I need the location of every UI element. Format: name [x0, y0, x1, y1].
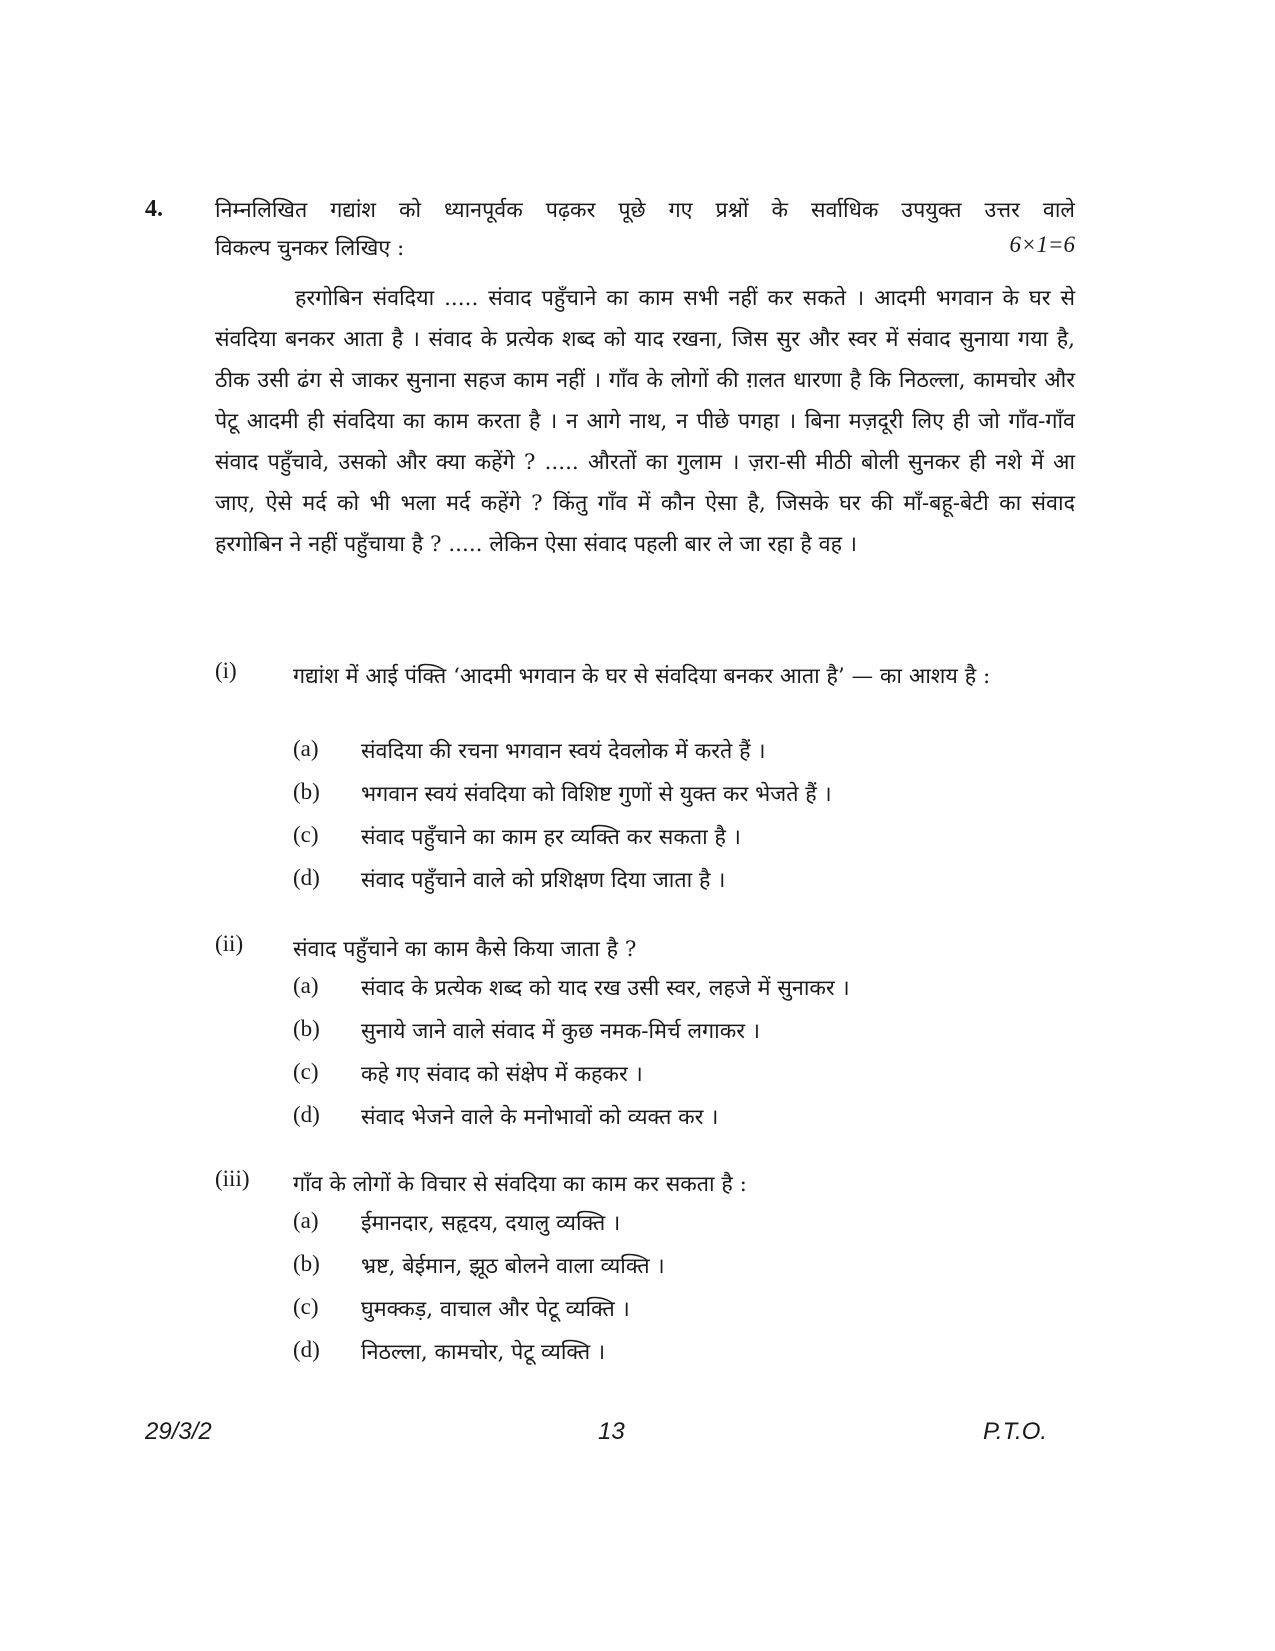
- subquestion-text: गद्यांश में आई पंक्ति ‘आदमी भगवान के घर से संवदिया बनकर आता है’ — का आशय है :: [293, 664, 991, 689]
- question-instruction-line1: निम्नलिखित गद्यांश को ध्यानपूर्वक पढ़कर पूछे गए प्रश्नों के सर्वाधिक उपयुक्त उत्तर वाले: [215, 198, 1075, 223]
- option-a[interactable]: [293, 1208, 1075, 1251]
- option-text: भ्रष्ट, बेईमान, झूठ बोलने वाला व्यक्ति ।: [361, 1254, 665, 1279]
- option-letter: (b): [293, 1016, 320, 1041]
- options-list: [293, 736, 1075, 908]
- option-letter: (d): [293, 1102, 320, 1127]
- subquestion-text: संवाद पहुँचाने का काम कैसे किया जाता है ?: [293, 937, 637, 962]
- option-text: संवदिया की रचना भगवान स्वयं देवलोक में करते हैं ।: [361, 739, 766, 764]
- option-letter: (b): [293, 779, 320, 804]
- option-text: संवाद पहुँचाने का काम हर व्यक्ति कर सकता है ।: [361, 825, 741, 850]
- passage: [215, 278, 1075, 565]
- option-d[interactable]: [293, 1337, 1075, 1380]
- option-letter: (d): [293, 865, 320, 890]
- option-d[interactable]: [293, 865, 1075, 908]
- option-text: संवाद भेजने वाले के मनोभावों को व्यक्त कर ।: [361, 1105, 719, 1130]
- option-letter: (a): [293, 736, 319, 761]
- option-letter: (b): [293, 1251, 320, 1276]
- option-b[interactable]: [293, 1016, 1075, 1059]
- question-marks: 6×1=6: [1009, 232, 1075, 257]
- option-letter: (a): [293, 973, 319, 998]
- option-a[interactable]: [293, 973, 1075, 1016]
- question-number: 4.: [145, 196, 163, 222]
- subquestion-text: गाँव के लोगों के विचार से संवदिया का काम कर सकता है :: [293, 1172, 747, 1197]
- option-text: घुमक्कड़, वाचाल और पेटू व्यक्ति ।: [361, 1297, 630, 1322]
- option-letter: (a): [293, 1208, 319, 1233]
- option-text: निठल्ला, कामचोर, पेटू व्यक्ति ।: [361, 1340, 606, 1365]
- option-text: सुनाये जाने वाले संवाद में कुछ नमक-मिर्च लगाकर ।: [361, 1019, 760, 1044]
- options-list: [293, 1208, 1075, 1380]
- option-c[interactable]: [293, 822, 1075, 865]
- subquestion-number: (i): [215, 658, 237, 683]
- option-b[interactable]: [293, 1251, 1075, 1294]
- option-c[interactable]: [293, 1294, 1075, 1337]
- option-letter: (d): [293, 1337, 320, 1362]
- option-text: भगवान स्वयं संवदिया को विशिष्ट गुणों से युक्त कर भेजते हैं ।: [361, 782, 832, 807]
- subquestion-number: (iii): [215, 1166, 250, 1191]
- option-b[interactable]: [293, 779, 1075, 822]
- option-d[interactable]: [293, 1102, 1075, 1145]
- question-instruction-line2: विकल्प चुनकर लिखिए :: [215, 236, 405, 261]
- option-a[interactable]: [293, 736, 1075, 779]
- passage-text: हरगोबिन संवदिया ..... संवाद पहुँचाने का काम सभी नहीं कर सकते । आदमी भगवान के घर से संवदिया बनकर आता है । संवाद के प्रत्येक शब्द को याद रखना, जिस सुर और स्वर में संवाद सुनाया गया है, ठीक उसी ढंग से जाकर सुनाना सहज काम नहीं । गाँव के लोगों की ग़लत धारणा है कि निठल्ला, कामचोर और पेटू आदमी ही संवदिया का काम करता है । न आगे नाथ, न पीछे पगहा । बिना मज़दूरी लिए ही जो गाँव-गाँव संवाद पहुँचावे, उसको और क्या कहेंगे ? ..... औरतों का गुलाम । ज़रा-सी मीठी बोली सुनकर ही नशे में आ जाए, ऐसे मर्द को भी भला मर्द कहेंगे ? किंतु गाँव में कौन ऐसा है, जिसके घर की माँ-बहू-बेटी का संवाद हरगोबिन ने नहीं पहुँचाया है ? ..... लेकिन ऐसा संवाद पहली बार ले जा रहा है वह ।: [215, 286, 1075, 557]
- option-text: कहे गए संवाद को संक्षेप में कहकर ।: [361, 1062, 643, 1087]
- footer-pto: P.T.O.: [983, 1418, 1048, 1445]
- footer-code: 29/3/2: [145, 1418, 212, 1445]
- option-letter: (c): [293, 1059, 319, 1084]
- options-list: [293, 973, 1075, 1145]
- footer-page-number: 13: [598, 1418, 625, 1445]
- option-letter: (c): [293, 822, 319, 847]
- option-text: संवाद पहुँचाने वाले को प्रशिक्षण दिया जाता है ।: [361, 868, 726, 893]
- option-letter: (c): [293, 1294, 319, 1319]
- option-c[interactable]: [293, 1059, 1075, 1102]
- option-text: ईमानदार, सहृदय, दयालु व्यक्ति ।: [361, 1211, 621, 1236]
- option-text: संवाद के प्रत्येक शब्द को याद रख उसी स्वर, लहजे में सुनाकर ।: [361, 976, 850, 1001]
- subquestion-number: (ii): [215, 931, 244, 956]
